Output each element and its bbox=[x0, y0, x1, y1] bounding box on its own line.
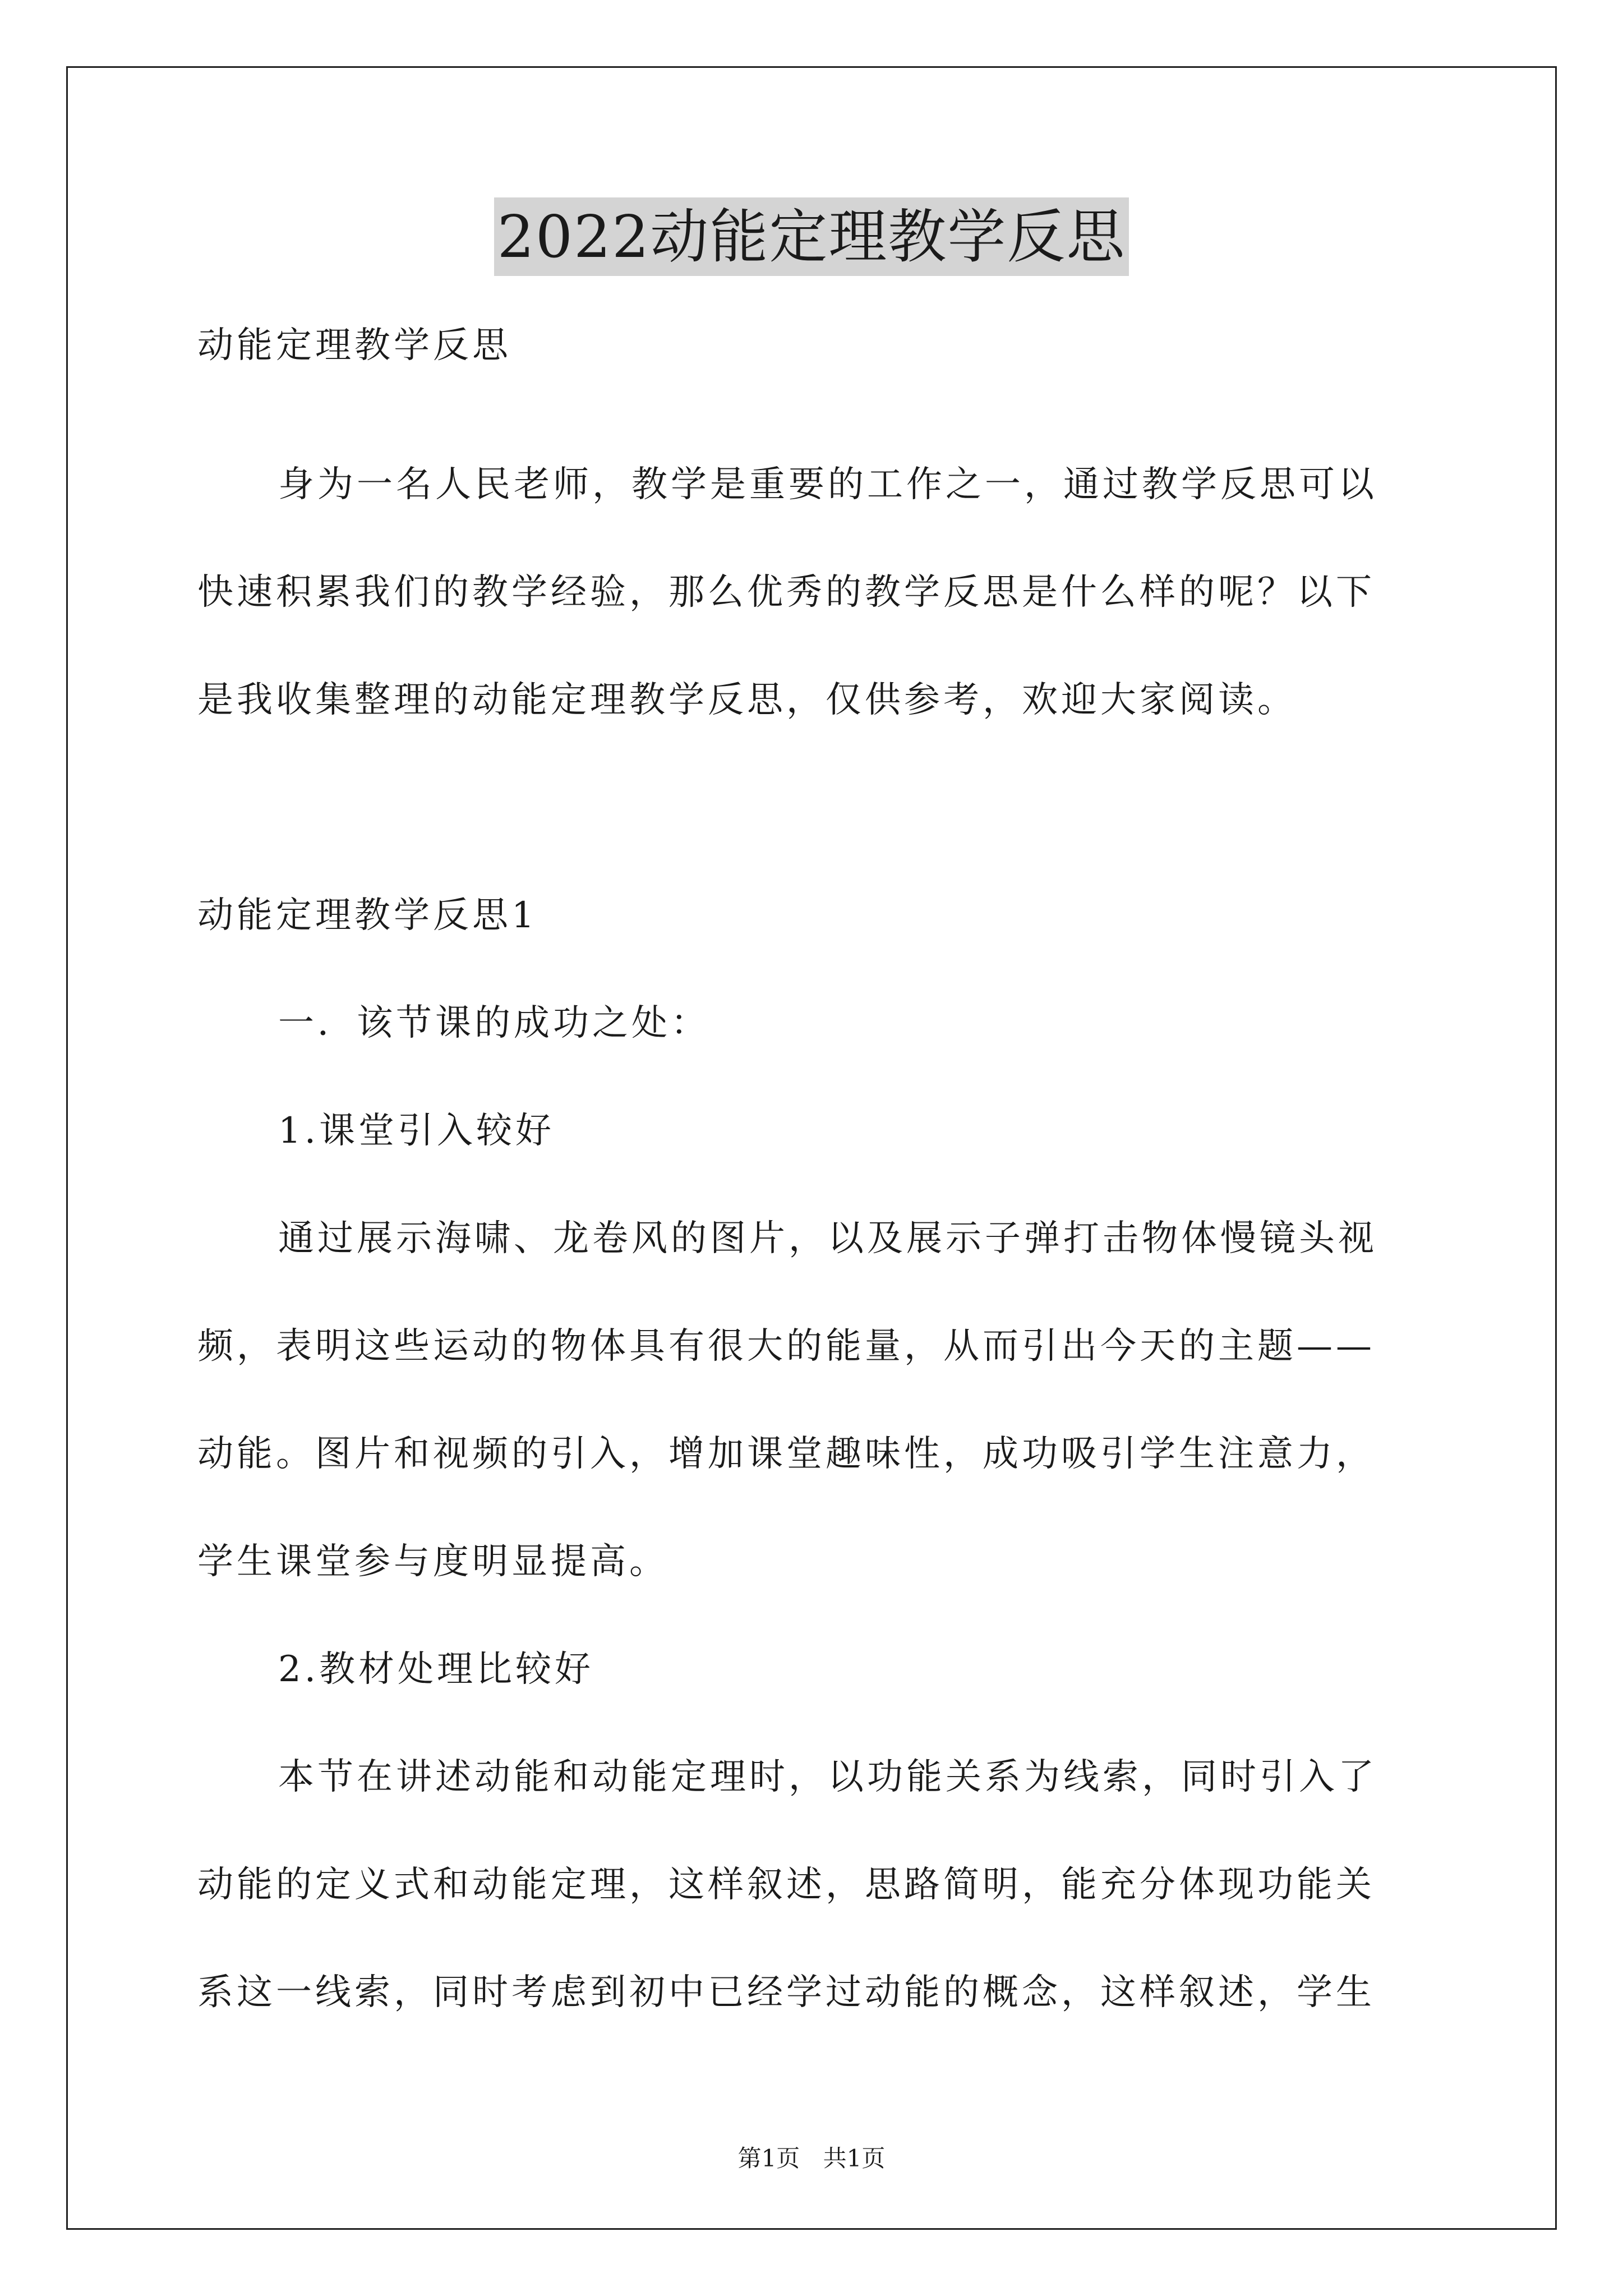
paragraph-line: 系这一线索，同时考虑到初中已经学过动能的概念，这样叙述，学生 bbox=[197, 1972, 1375, 2013]
paragraph-line: 学生课堂参与度明显提高。 bbox=[197, 1541, 668, 1582]
page-footer bbox=[0, 2142, 1623, 2175]
paragraph-line: 动能。图片和视频的引入，增加课堂趣味性，成功吸引学生注意力， bbox=[197, 1433, 1375, 1475]
paragraph-line: 频，表明这些运动的物体具有很大的能量，从而引出今天的主题—— bbox=[197, 1326, 1375, 1367]
subsection-heading: 一．该节课的成功之处： bbox=[278, 1002, 710, 1044]
title-container bbox=[0, 197, 1623, 276]
paragraph-line: 身为一名人民老师，教学是重要的工作之一，通过教学反思可以 bbox=[278, 464, 1377, 505]
item-heading: 2.教材处理比较好 bbox=[278, 1649, 594, 1690]
paragraph-line: 本节在讲述动能和动能定理时，以功能关系为线索，同时引入了 bbox=[278, 1756, 1377, 1798]
page-total: 共1页 bbox=[823, 2145, 886, 2172]
paragraph-line: 快速积累我们的教学经验，那么优秀的教学反思是什么样的呢？以下 bbox=[197, 572, 1375, 613]
subtitle-line: 动能定理教学反思 bbox=[197, 325, 511, 366]
section-heading: 动能定理教学反思1 bbox=[197, 895, 538, 936]
item-heading: 1.课堂引入较好 bbox=[278, 1110, 555, 1152]
paragraph-line: 是我收集整理的动能定理教学反思，仅供参考，欢迎大家阅读。 bbox=[197, 679, 1297, 721]
paragraph-line: 通过展示海啸、龙卷风的图片，以及展示子弹打击物体慢镜头视 bbox=[278, 1218, 1377, 1259]
paragraph-line: 动能的定义式和动能定理，这样叙述，思路简明，能充分体现功能关 bbox=[197, 1864, 1375, 1906]
page-number: 第1页 bbox=[737, 2145, 800, 2172]
document-title: 2022动能定理教学反思 bbox=[494, 197, 1129, 276]
